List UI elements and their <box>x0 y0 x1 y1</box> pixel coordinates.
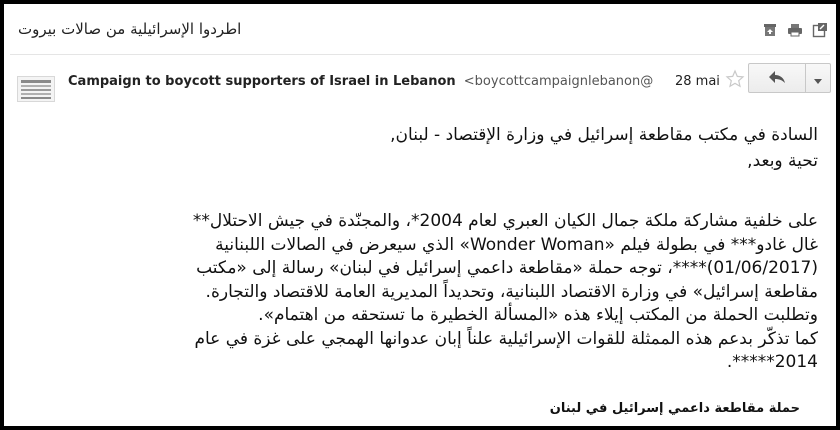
sender-line <box>68 74 653 89</box>
reply-button[interactable] <box>748 63 806 93</box>
paragraph-line: 2014*****. <box>726 352 818 372</box>
sender-email: <boycottcampaignlebanon@ <box>463 74 654 89</box>
dropdown-arrow-icon <box>814 69 822 88</box>
more-options-button[interactable] <box>805 63 831 93</box>
subject-bar <box>4 4 836 54</box>
paragraph-line: على خلفية مشاركة ملكة جمال الكيان العبري لعام 2004*، والمجنّدة في جيش الاحتلال** <box>192 211 818 231</box>
paragraph-line: (01/06/2017)****، توجه حملة «مقاطعة داعمي إسرائيل في لبنان» رسالة إلى «مكتب <box>196 258 818 278</box>
message-body <box>24 122 818 375</box>
new-window-icon[interactable] <box>812 22 828 38</box>
print-icon[interactable] <box>787 22 803 38</box>
sender-name[interactable]: Campaign to boycott supporters of Israel in Lebanon <box>68 74 456 89</box>
greeting-line-2: تحية وبعد, <box>747 151 818 171</box>
message-header <box>4 60 836 100</box>
paragraph-line: وتطلبت الحملة من المكتب إيلاء هذه «المسألة الخطيرة ما تستحقه من اهتمام». <box>258 305 818 325</box>
message-paragraph <box>24 210 818 375</box>
sender-avatar <box>17 76 55 102</box>
greeting-line-1: السادة في مكتب مقاطعة إسرائيل في وزارة الإقتصاد - لبنان, <box>390 125 818 145</box>
archive-icon[interactable] <box>762 22 778 38</box>
paragraph-line: كما تذكّر بدعم هذه الممثلة للقوات الإسرائيلية علناً إبان عدوانها الهمجي على غزة في عام <box>194 328 818 349</box>
subject-toolbar <box>762 22 828 38</box>
paragraph-line: غال غادو*** في بطولة فيلم «Wonder Woman» الذي سيعرض في الصالات اللبنانية <box>215 234 818 255</box>
header-divider <box>10 54 830 55</box>
email-subject: اطردوا الإسرائيلية من صالات بيروت <box>18 20 242 38</box>
message-date: 28 mai <box>675 74 720 89</box>
signature: حملة مقاطعة داعمي إسرائيل في لبنان <box>549 401 800 416</box>
star-icon[interactable] <box>724 68 746 90</box>
reply-arrow-icon <box>768 69 786 88</box>
paragraph-line: مقاطعة إسرائيل» في وزارة الاقتصاد اللبنانية، وتحديداً المديرية العامة للاقتصاد والتجارة. <box>205 281 818 302</box>
